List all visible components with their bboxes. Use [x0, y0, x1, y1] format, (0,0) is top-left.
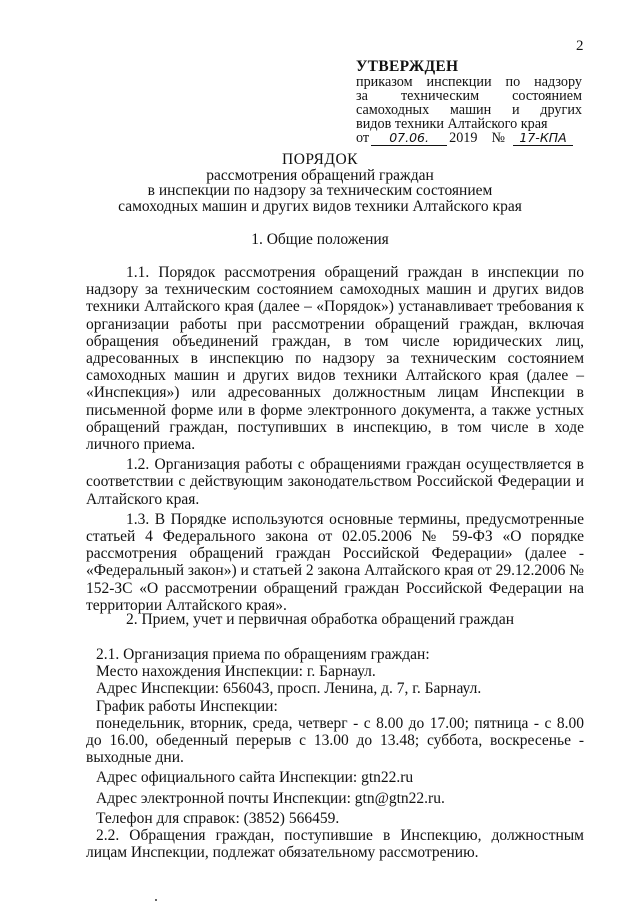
schedule-text: понедельник, вторник, среда, четверг - с 8.00 до 17.00; пятница - с 8.00 до 16.00, обеденный перерыв с 13.00 до 13.48; суббота, воскресенье - выходные дни.: [86, 714, 584, 767]
document-heading: [70, 152, 570, 214]
approval-line: приказом инспекции по надзору: [356, 74, 582, 90]
date-prefix: от: [356, 130, 370, 146]
approval-line: видов техники Алтайского края: [356, 116, 548, 132]
paragraph-1-3: 1.3. В Порядке используются основные термины, предусмотренные статьей 4 Федерального закона от 02.05.2006 № 59-ФЗ «О порядке рассмотрения обращений граждан Российской Федерации» (далее - «Федеральный закон») и статьей 2 закона Алтайского края от 29.12.2006 № 152-ЗС «О рассмотрении обращений граждан Российской Федерации на территории Алтайского края».: [86, 510, 584, 614]
paragraph-1-2: 1.2. Организация работы с обращениями граждан осуществляется в соответствии с действующим законодательством Российской Федерации и Алтайского края.: [86, 456, 584, 508]
heading-line: рассмотрения обращений граждан: [206, 166, 434, 184]
website-line: Адрес официального сайта Инспекции: gtn22.ru: [96, 769, 414, 787]
address-line: Адрес Инспекции: 656043, просп. Ленина, д. 7, г. Барнаул.: [96, 680, 482, 698]
scan-speck: [155, 899, 157, 901]
item-2-2: 2.2. Обращения граждан, поступившие в Инспекцию, должностным лицам Инспекции, подлежат обязательному рассмотрению.: [86, 827, 584, 862]
heading-line: самоходных машин и других видов техники Алтайского края: [118, 197, 522, 215]
handwritten-date: 07.06.: [371, 131, 447, 146]
approval-year: 2019: [449, 130, 478, 146]
phone-line: Телефон для справок: (3852) 566459.: [96, 809, 340, 827]
approval-line: самоходных машин и других: [356, 102, 582, 118]
schedule-title: График работы Инспекции:: [96, 697, 278, 715]
page-number: 2: [576, 38, 584, 54]
section-2-title: 2. Прием, учет и первичная обработка обращений граждан: [125, 611, 515, 628]
location-line: Место нахождения Инспекции: г. Барнаул.: [96, 663, 376, 681]
approval-date-line: [356, 131, 582, 146]
approval-line: за техническим состоянием: [356, 88, 582, 104]
heading-line: в инспекции по надзору за техническим состоянием: [147, 182, 493, 199]
number-sign: №: [491, 130, 506, 146]
section-1-title: 1. Общие положения: [251, 231, 389, 248]
approval-stamp-block: [356, 58, 582, 146]
paragraph-1-1: 1.1. Порядок рассмотрения обращений граждан в инспекции по надзору за техническим состоянием самоходных машин и других видов техники Алтайского края (далее – «Порядок») устанавливает требования к организации работы при рассмотрении обращений граждан, включая обращения объединений граждан, в том числе юридических лиц, адресованных в инспекцию по надзору за техническим состоянием самоходных машин и других видов техники Алтайского края (далее – «Инспекция») или адресованных должностным лицам Инспекции в письменной форме или в форме электронного документа, а также устных обращений граждан, поступивших в инспекцию, в том числе в ходе личного приема.: [86, 264, 584, 454]
item-2-1: 2.1. Организация приема по обращениям граждан:: [96, 646, 430, 663]
email-line: Адрес электронной почты Инспекции: gtn@gtn22.ru.: [96, 789, 445, 807]
approval-title: УТВЕРЖДЕН: [356, 58, 459, 75]
handwritten-number: 17-КПА: [513, 131, 573, 146]
section-1-body: [86, 264, 584, 614]
section-2-body: [86, 646, 584, 861]
document-title: ПОРЯДОК: [282, 151, 358, 168]
